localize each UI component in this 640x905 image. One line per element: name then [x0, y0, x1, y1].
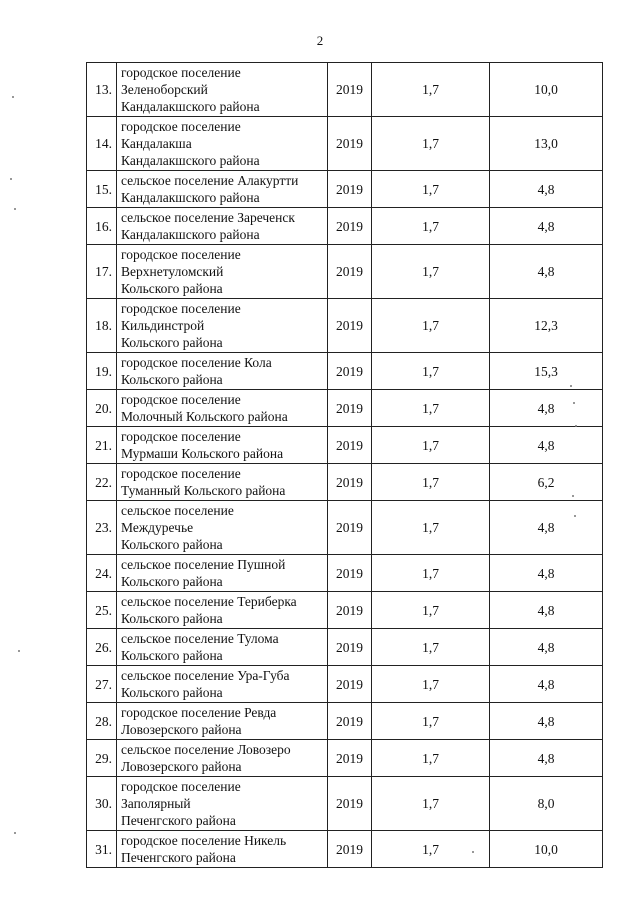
cell-name: сельское поселение Териберка Кольского района [117, 592, 328, 629]
cell-rate: 1,7 [372, 63, 490, 117]
cell-rate: 1,7 [372, 666, 490, 703]
table-row [87, 629, 603, 666]
cell-value: 4,8 [490, 592, 603, 629]
scan-speck [10, 178, 12, 180]
page-number: 2 [316, 33, 324, 48]
table-row [87, 555, 603, 592]
cell-rate: 1,7 [372, 117, 490, 171]
cell-year: 2019 [328, 555, 372, 592]
cell-year: 2019 [328, 427, 372, 464]
cell-year: 2019 [328, 171, 372, 208]
cell-rate: 1,7 [372, 703, 490, 740]
cell-name: сельское поселение Зареченск Кандалакшского района [117, 208, 328, 245]
cell-rate: 1,7 [372, 629, 490, 666]
scan-speck [12, 96, 14, 98]
cell-year: 2019 [328, 777, 372, 831]
cell-name: сельское поселение Ловозеро Ловозерского района [117, 740, 328, 777]
cell-name: городское поселение Заполярный Печенгского района [117, 777, 328, 831]
cell-num: 28. [87, 703, 117, 740]
cell-num: 29. [87, 740, 117, 777]
scan-speck [574, 515, 576, 517]
cell-year: 2019 [328, 117, 372, 171]
cell-num: 14. [87, 117, 117, 171]
cell-value: 15,3 [490, 353, 603, 390]
cell-rate: 1,7 [372, 464, 490, 501]
cell-num: 17. [87, 245, 117, 299]
cell-year: 2019 [328, 666, 372, 703]
cell-num: 24. [87, 555, 117, 592]
scan-speck [573, 402, 575, 404]
cell-value: 4,8 [490, 555, 603, 592]
scan-speck [572, 495, 574, 497]
cell-rate: 1,7 [372, 501, 490, 555]
table-row [87, 666, 603, 703]
cell-value: 4,8 [490, 703, 603, 740]
cell-value: 4,8 [490, 666, 603, 703]
cell-rate: 1,7 [372, 831, 490, 868]
cell-num: 20. [87, 390, 117, 427]
cell-num: 25. [87, 592, 117, 629]
table-row [87, 171, 603, 208]
cell-num: 31. [87, 831, 117, 868]
scan-speck [570, 385, 572, 387]
cell-rate: 1,7 [372, 740, 490, 777]
cell-value: 10,0 [490, 831, 603, 868]
table-row [87, 299, 603, 353]
table-row [87, 245, 603, 299]
cell-year: 2019 [328, 592, 372, 629]
table-row [87, 703, 603, 740]
table-row [87, 501, 603, 555]
scan-speck [575, 425, 577, 427]
cell-name: сельское поселение Алакуртти Кандалакшского района [117, 171, 328, 208]
cell-value: 12,3 [490, 299, 603, 353]
cell-rate: 1,7 [372, 245, 490, 299]
table-row [87, 117, 603, 171]
cell-year: 2019 [328, 501, 372, 555]
cell-value: 4,8 [490, 390, 603, 427]
cell-rate: 1,7 [372, 171, 490, 208]
cell-name: сельское поселение Тулома Кольского района [117, 629, 328, 666]
cell-num: 16. [87, 208, 117, 245]
scan-speck [18, 650, 20, 652]
cell-year: 2019 [328, 740, 372, 777]
cell-rate: 1,7 [372, 427, 490, 464]
cell-name: городское поселение Кандалакша Кандалакшского района [117, 117, 328, 171]
cell-rate: 1,7 [372, 555, 490, 592]
cell-name: городское поселение Кильдинстрой Кольского района [117, 299, 328, 353]
cell-value: 4,8 [490, 171, 603, 208]
cell-name: сельское поселение Пушной Кольского района [117, 555, 328, 592]
cell-num: 26. [87, 629, 117, 666]
cell-year: 2019 [328, 353, 372, 390]
cell-year: 2019 [328, 703, 372, 740]
cell-year: 2019 [328, 245, 372, 299]
cell-num: 19. [87, 353, 117, 390]
cell-num: 27. [87, 666, 117, 703]
cell-name: городское поселение Ревда Ловозерского района [117, 703, 328, 740]
cell-name: городское поселение Туманный Кольского района [117, 464, 328, 501]
cell-value: 4,8 [490, 208, 603, 245]
cell-year: 2019 [328, 63, 372, 117]
table-row [87, 777, 603, 831]
table-row [87, 390, 603, 427]
cell-name: городское поселение Зеленоборский Кандалакшского района [117, 63, 328, 117]
table-row [87, 464, 603, 501]
table-row [87, 208, 603, 245]
scan-speck [472, 851, 474, 853]
table-row [87, 353, 603, 390]
cell-name: городское поселение Верхнетуломский Кольского района [117, 245, 328, 299]
table-row [87, 427, 603, 464]
table-row [87, 740, 603, 777]
cell-value: 4,8 [490, 501, 603, 555]
cell-rate: 1,7 [372, 208, 490, 245]
cell-year: 2019 [328, 208, 372, 245]
cell-num: 22. [87, 464, 117, 501]
table-row [87, 63, 603, 117]
scan-speck [14, 208, 16, 210]
cell-value: 10,0 [490, 63, 603, 117]
cell-name: городское поселение Никель Печенгского района [117, 831, 328, 868]
cell-name: городское поселение Молочный Кольского района [117, 390, 328, 427]
cell-rate: 1,7 [372, 592, 490, 629]
cell-rate: 1,7 [372, 299, 490, 353]
cell-value: 13,0 [490, 117, 603, 171]
cell-value: 4,8 [490, 740, 603, 777]
cell-value: 4,8 [490, 629, 603, 666]
cell-num: 15. [87, 171, 117, 208]
cell-rate: 1,7 [372, 390, 490, 427]
cell-num: 18. [87, 299, 117, 353]
cell-name: сельское поселение Междуречье Кольского района [117, 501, 328, 555]
cell-name: городское поселение Мурмаши Кольского района [117, 427, 328, 464]
settlements-table [86, 62, 603, 868]
cell-year: 2019 [328, 299, 372, 353]
cell-num: 21. [87, 427, 117, 464]
table-body [87, 63, 603, 868]
cell-rate: 1,7 [372, 353, 490, 390]
cell-year: 2019 [328, 390, 372, 427]
cell-num: 30. [87, 777, 117, 831]
cell-value: 4,8 [490, 427, 603, 464]
cell-value: 8,0 [490, 777, 603, 831]
cell-num: 23. [87, 501, 117, 555]
scan-speck [14, 832, 16, 834]
table-row [87, 831, 603, 868]
cell-year: 2019 [328, 831, 372, 868]
cell-name: городское поселение Кола Кольского района [117, 353, 328, 390]
table-row [87, 592, 603, 629]
cell-value: 6,2 [490, 464, 603, 501]
cell-year: 2019 [328, 464, 372, 501]
cell-rate: 1,7 [372, 777, 490, 831]
cell-num: 13. [87, 63, 117, 117]
cell-value: 4,8 [490, 245, 603, 299]
cell-name: сельское поселение Ура-Губа Кольского района [117, 666, 328, 703]
cell-year: 2019 [328, 629, 372, 666]
